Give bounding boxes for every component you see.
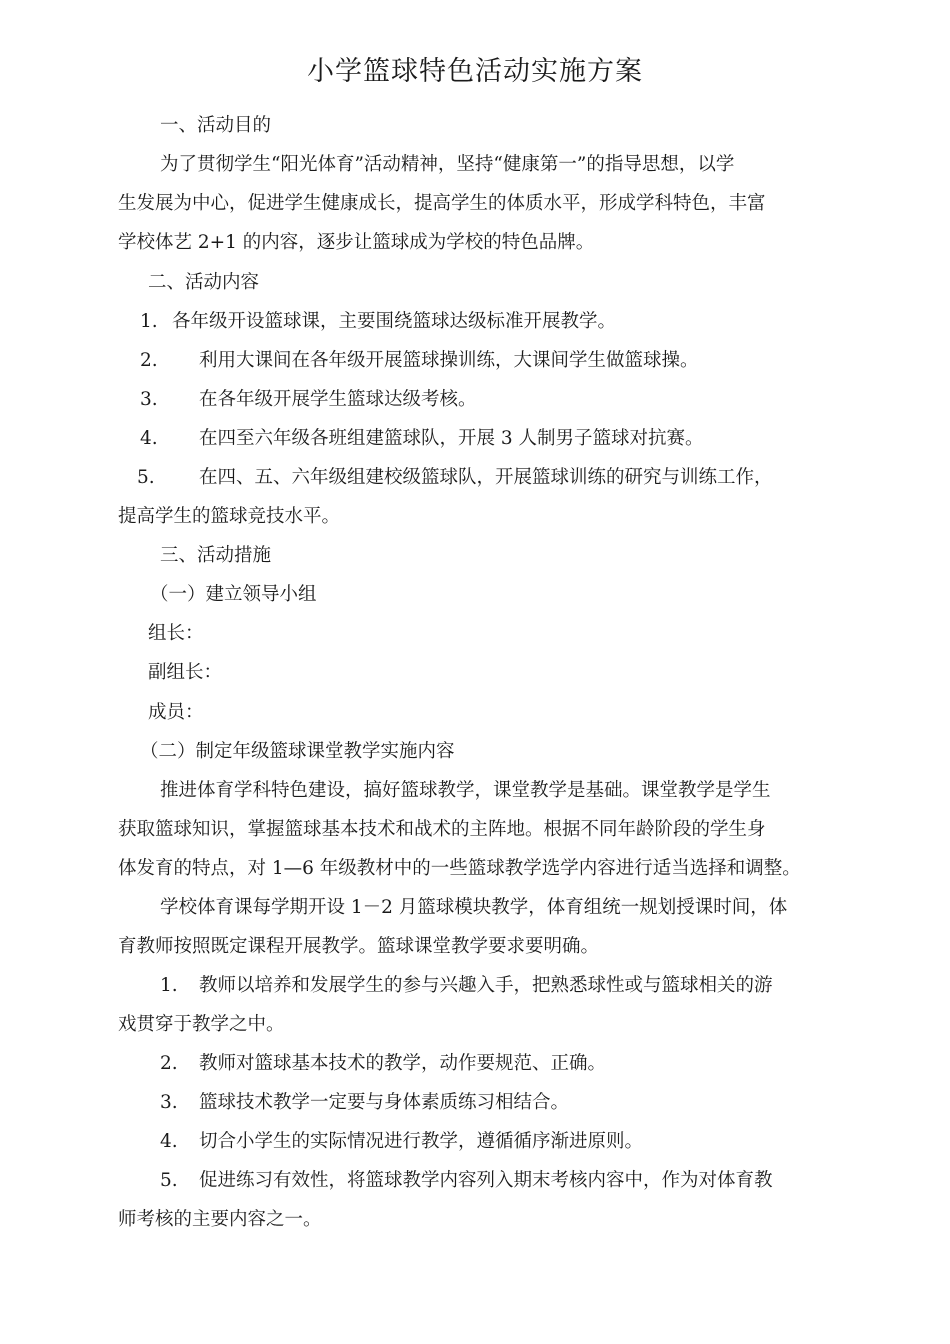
list-item-number: 5.: [160, 1170, 178, 1191]
paragraph-line: 学校体艺 2+1 的内容，逐步让篮球成为学校的特色品牌。: [118, 232, 595, 253]
list-item: 教师以培养和发展学生的参与兴趣入手，把熟悉球性或与篮球相关的游: [199, 975, 773, 996]
members-label: 成员：: [148, 702, 204, 723]
list-item: 各年级开设篮球课，主要围绕篮球达级标准开展教学。: [172, 311, 617, 332]
deputy-leader-label: 副组长：: [148, 662, 223, 683]
section-heading-purpose: 一、活动目的: [160, 115, 272, 136]
list-item-number: 4.: [140, 428, 158, 449]
paragraph-line: 获取篮球知识，掌握篮球基本技术和战术的主阵地。根据不同年龄阶段的学生身: [118, 819, 766, 840]
paragraph-line: 生发展为中心，促进学生健康成长，提高学生的体质水平，形成学科特色，丰富: [118, 193, 766, 214]
paragraph-line: 学校体育课每学期开设 1－2 月篮球模块教学，体育组统一规划授课时间，体: [160, 897, 788, 918]
paragraph-line: 育教师按照既定课程开展教学。篮球课堂教学要求要明确。: [118, 936, 600, 957]
list-item: 利用大课间在各年级开展篮球操训练，大课间学生做篮球操。: [199, 350, 699, 371]
list-item-number: 2.: [140, 350, 158, 371]
list-item-number: 1.: [160, 975, 178, 996]
list-item-continuation: 戏贯穿于教学之中。: [118, 1014, 285, 1035]
list-item-number: 5.: [137, 467, 155, 488]
paragraph-line: 为了贯彻学生“阳光体育”活动精神，坚持“健康第一”的指导思想，以学: [160, 154, 735, 175]
list-item: 切合小学生的实际情况进行教学，遵循循序渐进原则。: [199, 1131, 644, 1152]
list-item: 在各年级开展学生篮球达级考核。: [199, 389, 477, 410]
list-item: 篮球技术教学一定要与身体素质练习相结合。: [199, 1092, 570, 1113]
list-item: 在四至六年级各班组建篮球队，开展 3 人制男子篮球对抗赛。: [199, 428, 704, 449]
subsection-heading-leadership: （一）建立领导小组: [150, 584, 317, 605]
document-title: 小学篮球特色活动实施方案: [307, 56, 643, 87]
list-item: 教师对篮球基本技术的教学，动作要规范、正确。: [199, 1053, 607, 1074]
list-item-number: 3.: [160, 1092, 178, 1113]
section-heading-measures: 三、活动措施: [160, 545, 272, 566]
subsection-heading-teaching: （二）制定年级篮球课堂教学实施内容: [140, 741, 455, 762]
list-item: 在四、五、六年级组建校级篮球队，开展篮球训练的研究与训练工作，: [199, 467, 773, 488]
list-item-number: 2.: [160, 1053, 178, 1074]
leader-label: 组长：: [148, 623, 204, 644]
list-item-continuation: 师考核的主要内容之一。: [118, 1209, 322, 1230]
list-item-number: 1.: [140, 311, 158, 332]
list-item-number: 3.: [140, 389, 158, 410]
section-heading-content: 二、活动内容: [148, 272, 260, 293]
paragraph-line: 推进体育学科特色建设，搞好篮球教学，课堂教学是基础。课堂教学是学生: [160, 780, 771, 801]
list-item-continuation: 提高学生的篮球竞技水平。: [118, 506, 341, 527]
paragraph-line: 体发育的特点，对 1—6 年级教材中的一些篮球教学选学内容进行适当选择和调整。: [118, 858, 801, 879]
list-item: 促进练习有效性，将篮球教学内容列入期末考核内容中，作为对体育教: [199, 1170, 773, 1191]
list-item-number: 4.: [160, 1131, 178, 1152]
